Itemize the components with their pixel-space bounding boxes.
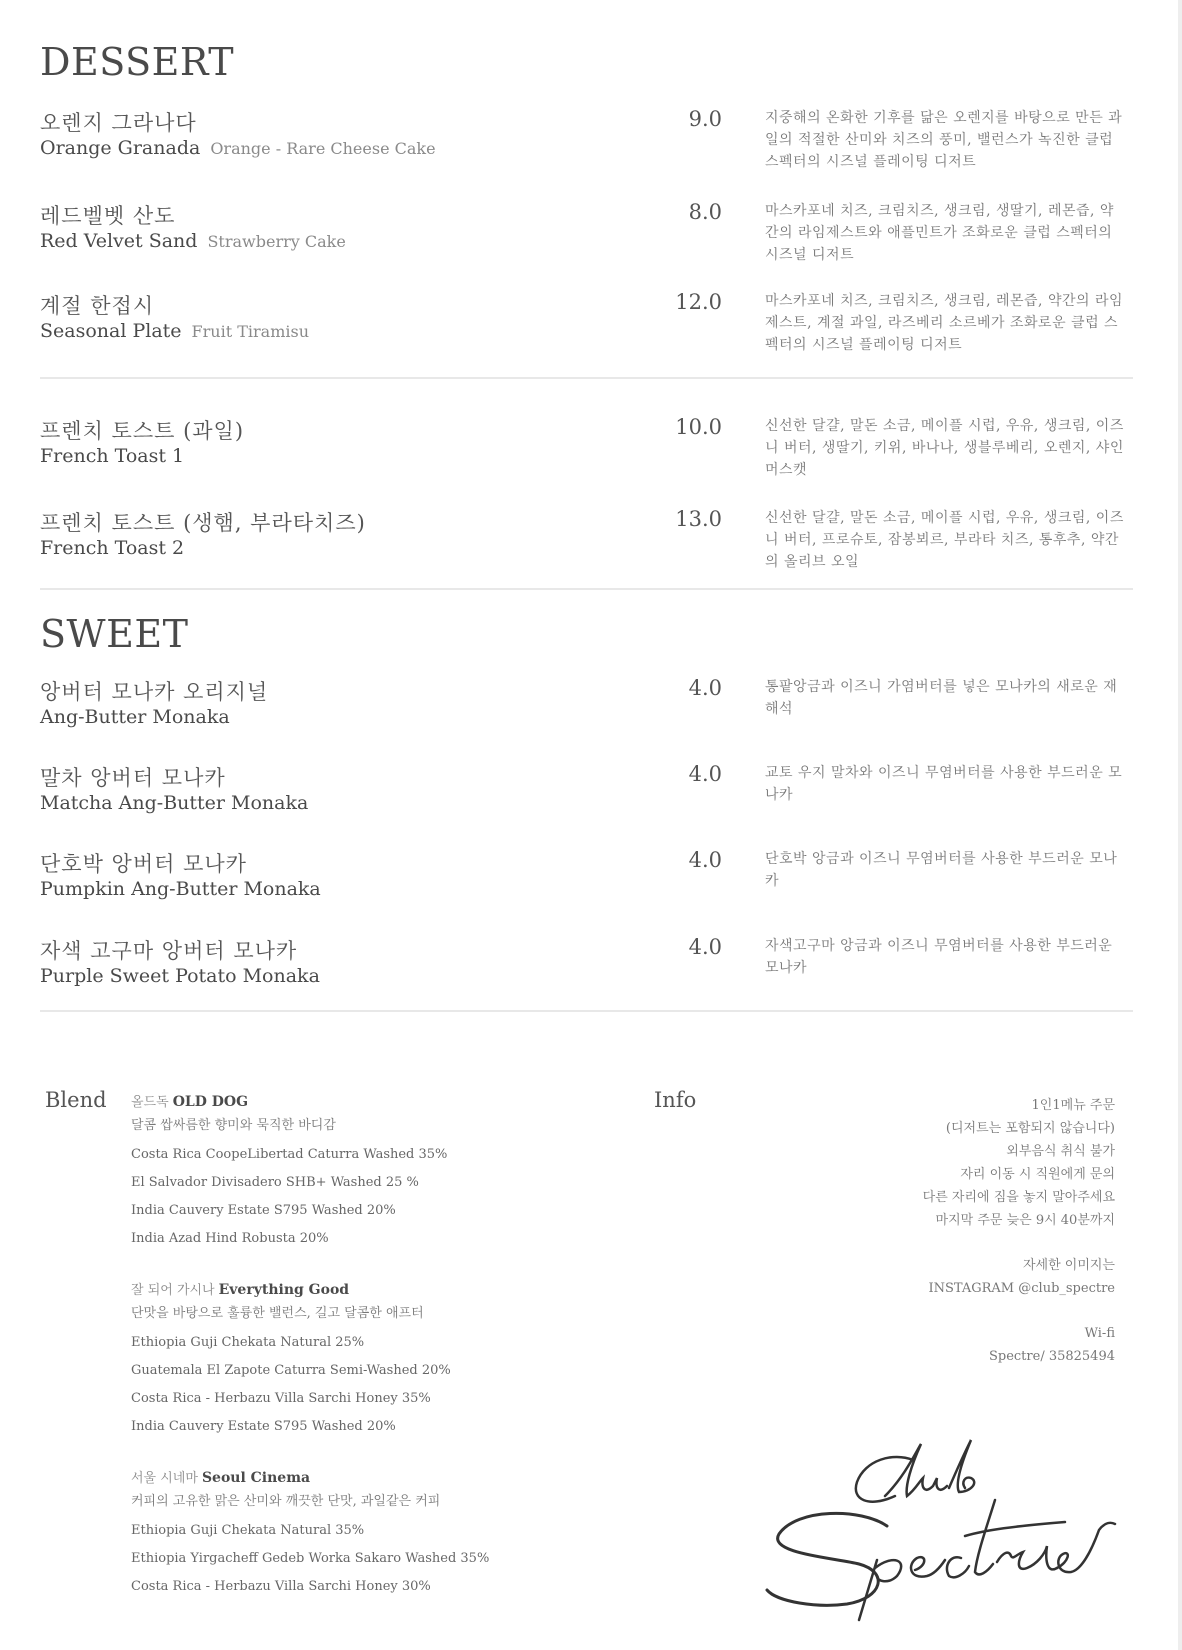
item-description: 자색고구마 앙금과 이즈니 무염버터를 사용한 부드러운 모나카 (765, 938, 1113, 976)
menu-item (40, 848, 1140, 928)
item-description: 통팥앙금과 이즈니 가염버터를 넣은 모나카의 새로운 재해석 (765, 679, 1118, 717)
item-price: 9.0 (688, 107, 722, 131)
blend-description: 달콤 쌉싸름한 향미와 묵직한 바디감 (131, 1118, 336, 1133)
item-subtitle: Strawberry Cake (207, 232, 346, 251)
item-price: 8.0 (688, 200, 722, 224)
item-price: 4.0 (688, 935, 722, 959)
item-english-name: Red Velvet Sand Strawberry Cake (40, 230, 346, 252)
bean-line: Costa Rica CoopeLibertad Caturra Washed 35% (131, 1147, 448, 1162)
bean-line: Ethiopia Yirgacheff Gedeb Worka Sakaro Washed 35% (131, 1551, 490, 1566)
info-rule: 1인1메뉴 주문 (1031, 1098, 1115, 1113)
item-korean-name: 레드벨벳 산도 (40, 204, 176, 228)
item-korean-name: 프렌치 토스트 (과일) (40, 419, 245, 443)
menu-item (40, 935, 1140, 1015)
bean-line: Costa Rica - Herbazu Villa Sarchi Honey 30% (131, 1579, 431, 1594)
menu-item (40, 762, 1140, 842)
blend-label: Blend (45, 1088, 107, 1112)
item-description: 마스카포네 치즈, 크림치즈, 생크림, 레몬즙, 약간의 라임제스트, 계절 과일, 라즈베리 소르베가 조화로운 클럽 스펙터의 시즈널 플레이팅 디저트 (765, 293, 1124, 353)
instagram-label: 자세한 이미지는 (1022, 1258, 1115, 1273)
item-price: 13.0 (675, 507, 722, 531)
sweet-title: SWEET (40, 612, 189, 656)
page-edge (1178, 0, 1182, 1650)
blend-group (131, 1090, 551, 1250)
blend-group (131, 1278, 551, 1438)
item-description: 신선한 달걀, 말돈 소금, 메이플 시럽, 우유, 생크림, 이즈니 버터, 생딸기, 키위, 바나나, 생블루베리, 오렌지, 샤인 머스캣 (765, 418, 1124, 478)
info-rule: 자리 이동 시 직원에게 문의 (960, 1167, 1115, 1182)
info-rule: 다른 자리에 짐을 놓지 말아주세요 (922, 1190, 1115, 1205)
item-description: 지중해의 온화한 기후를 닮은 오렌지를 바탕으로 만든 과일의 적절한 산미와 치즈의 풍미, 밸런스가 녹진한 클럽 스펙터의 시즈널 플레이팅 디저트 (765, 110, 1123, 170)
info-label: Info (654, 1088, 697, 1112)
item-description: 단호박 앙금과 이즈니 무염버터를 사용한 부드러운 모나카 (765, 851, 1118, 889)
item-english-name: Matcha Ang-Butter Monaka (40, 792, 309, 814)
bean-line: India Azad Hind Robusta 20% (131, 1231, 329, 1246)
menu-item (40, 415, 1140, 495)
item-korean-name: 오렌지 그라나다 (40, 111, 197, 135)
item-description: 교토 우지 말차와 이즈니 무염버터를 사용한 부드러운 모나카 (765, 765, 1123, 803)
menu-item (40, 200, 1140, 280)
blend-description: 단맛을 바탕으로 훌륭한 밸런스, 길고 달콤한 애프터 (131, 1306, 424, 1321)
item-korean-name: 앙버터 모나카 오리지널 (40, 680, 269, 704)
instagram-handle: INSTAGRAM @club_spectre (928, 1281, 1115, 1296)
bean-line: India Cauvery Estate S795 Washed 20% (131, 1419, 396, 1434)
item-english-name: French Toast 1 (40, 445, 185, 467)
bean-line: Ethiopia Guji Chekata Natural 35% (131, 1523, 365, 1538)
item-price: 12.0 (675, 290, 722, 314)
item-korean-name: 말차 앙버터 모나카 (40, 766, 226, 790)
bean-line: El Salvador Divisadero SHB+ Washed 25 % (131, 1175, 419, 1190)
menu-item (40, 676, 1140, 756)
item-english-name: Ang-Butter Monaka (40, 706, 230, 728)
item-description: 마스카포네 치즈, 크림치즈, 생크림, 생딸기, 레몬즙, 약간의 라임제스트와 애플민트가 조화로운 클럽 스펙터의 시즈널 디저트 (765, 203, 1114, 263)
item-korean-name: 계절 한접시 (40, 294, 155, 318)
item-korean-name: 단호박 앙버터 모나카 (40, 852, 247, 876)
info-rule: 외부음식 취식 불가 (1006, 1144, 1115, 1159)
club-spectre-logo (765, 1430, 1125, 1630)
item-english-name: Orange Granada Orange - Rare Cheese Cake (40, 137, 436, 159)
bean-line: Guatemala El Zapote Caturra Semi-Washed 20% (131, 1363, 451, 1378)
blend-name: 잘 되어 가시나 Everything Good (131, 1282, 350, 1298)
blend-group (131, 1466, 551, 1598)
blend-description: 커피의 고유한 맑은 산미와 깨끗한 단맛, 과일같은 커피 (131, 1494, 441, 1509)
bean-line: Costa Rica - Herbazu Villa Sarchi Honey 35% (131, 1391, 431, 1406)
info-block (860, 1094, 1115, 1368)
item-english-name: Pumpkin Ang-Butter Monaka (40, 878, 321, 900)
item-price: 4.0 (688, 848, 722, 872)
item-price: 4.0 (688, 676, 722, 700)
item-english-name: French Toast 2 (40, 537, 185, 559)
item-korean-name: 프렌치 토스트 (생햄, 부라타치즈) (40, 511, 366, 535)
wifi-credentials: Spectre/ 35825494 (988, 1349, 1115, 1364)
menu-item (40, 290, 1140, 370)
info-rule: 마지막 주문 늦은 9시 40분까지 (935, 1213, 1115, 1228)
bean-line: India Cauvery Estate S795 Washed 20% (131, 1203, 396, 1218)
item-english-name: Seasonal Plate Fruit Tiramisu (40, 320, 309, 342)
dessert-title: DESSERT (40, 40, 235, 84)
bean-line: Ethiopia Guji Chekata Natural 25% (131, 1335, 365, 1350)
info-rule: (디저트는 포함되지 않습니다) (945, 1121, 1115, 1136)
item-subtitle: Fruit Tiramisu (191, 322, 309, 341)
item-price: 4.0 (688, 762, 722, 786)
wifi-label: Wi-fi (1084, 1326, 1115, 1341)
blend-name: 올드독 OLD DOG (131, 1094, 249, 1110)
item-english-name: Purple Sweet Potato Monaka (40, 965, 320, 987)
menu-item (40, 107, 1140, 187)
item-price: 10.0 (675, 415, 722, 439)
item-korean-name: 자색 고구마 앙버터 모나카 (40, 939, 298, 963)
section-divider (40, 588, 1133, 590)
item-subtitle: Orange - Rare Cheese Cake (210, 139, 436, 158)
section-divider (40, 377, 1133, 379)
menu-item (40, 507, 1140, 587)
item-description: 신선한 달걀, 말돈 소금, 메이플 시럽, 우유, 생크림, 이즈니 버터, 프로슈토, 잠봉뵈르, 부라타 치즈, 통후추, 약간의 올리브 오일 (765, 510, 1124, 570)
blend-name: 서울 시네마 Seoul Cinema (131, 1470, 311, 1486)
section-divider (40, 1010, 1133, 1012)
